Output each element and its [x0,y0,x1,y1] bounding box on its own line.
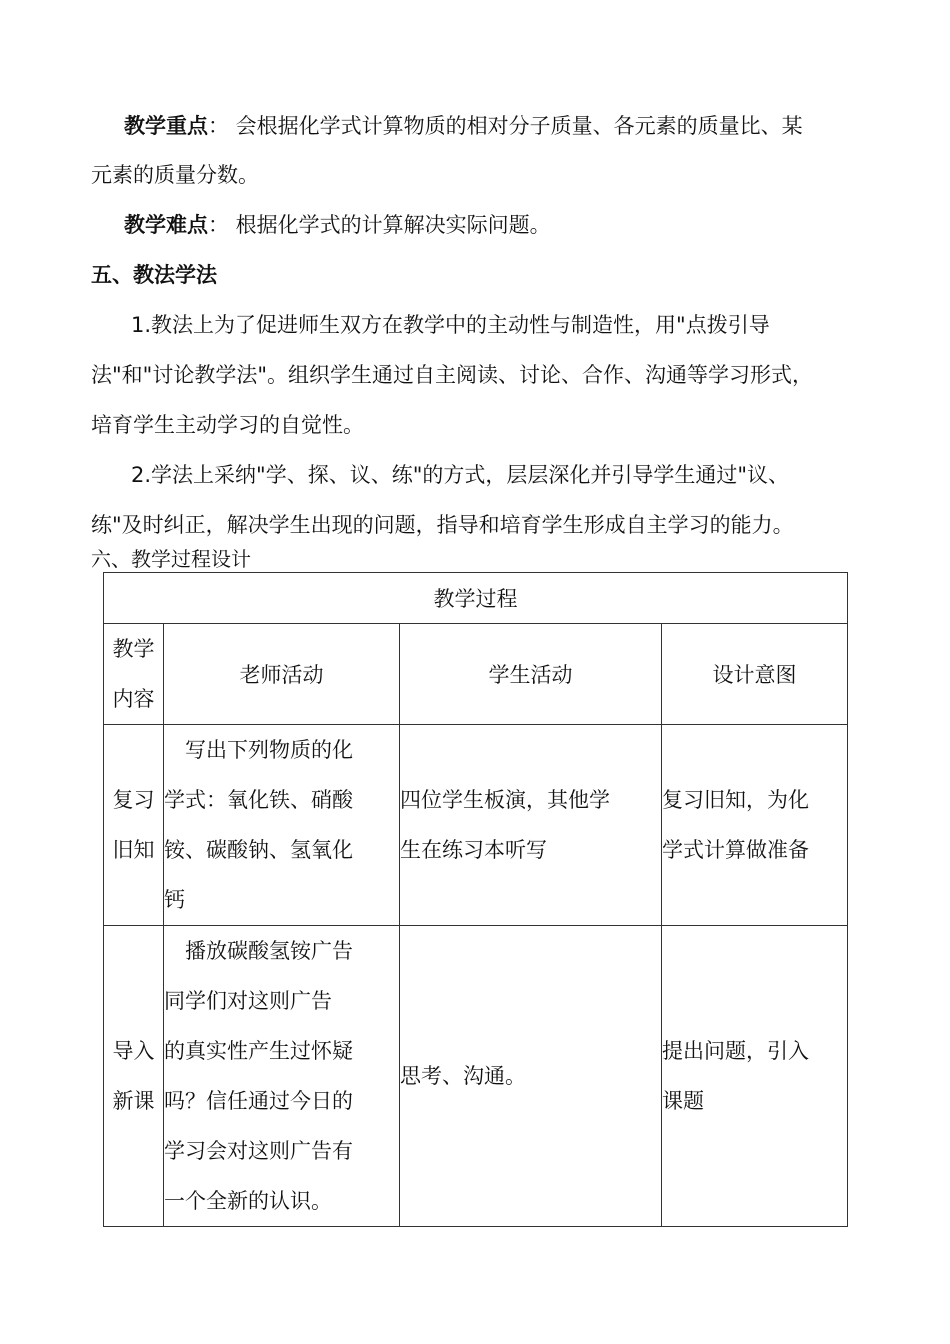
teacher-line: 播放碳酸氢铵广告 [164,939,353,963]
section-5-p2-line-2: 练"及时纠正，解决学生出现的问题，指导和培育学生形成自主学习的能力。 [91,513,794,537]
header-student: 学生活动 [400,624,662,725]
section-5-p1-line-1: 1.教法上为了促进师生双方在教学中的主动性与制造性，用"点拨引导 [131,313,770,337]
row-student [400,725,662,926]
student-line: 生在练习本听写 [400,838,547,862]
section-5-p1-line-2: 法"和"讨论教学法"。组织学生通过自主阅读、讨论、合作、沟通等学习形式， [91,363,813,387]
table-header-row [104,624,848,725]
key-point-text: ： 会根据化学式计算物质的相对分子质量、各元素的质量比、某 [208,114,803,138]
row-content-line: 新课 [112,1089,155,1113]
student-line: 思考、沟通。 [400,1064,526,1088]
teacher-line: 吗？信任通过今日的 [164,1089,353,1113]
teacher-line: 铵、碳酸钠、氢氧化 [164,838,353,862]
difficulty-line [124,212,551,238]
row-content-line: 旧知 [112,838,155,862]
design-line: 复习旧知，为化 [662,788,809,812]
table-title: 教学过程 [104,573,848,624]
key-point-line-1 [124,113,803,139]
row-content [104,926,164,1227]
teacher-line: 钙 [164,888,185,912]
teaching-process-table [103,572,848,1227]
row-student [400,926,662,1227]
student-line: 四位学生板演，其他学 [400,788,610,812]
header-design: 设计意图 [662,624,848,725]
design-line: 提出问题，引入 [662,1039,809,1063]
design-line: 课题 [662,1089,704,1113]
teacher-line: 一个全新的认识。 [164,1189,332,1213]
row-content-line: 复习 [112,788,155,812]
header-content-line: 内容 [112,687,155,711]
table-title-row [104,573,848,624]
teacher-line: 学习会对这则广告有 [164,1139,353,1163]
row-design [662,926,848,1227]
key-point-line-2: 元素的质量分数。 [91,163,259,187]
difficulty-text: ： 根据化学式的计算解决实际问题。 [208,213,551,237]
teacher-line: 的真实性产生过怀疑 [164,1039,353,1063]
header-teacher: 老师活动 [164,624,400,725]
row-teacher [164,725,400,926]
table-row [104,926,848,1227]
section-6-title: 六、教学过程设计 [91,547,251,571]
section-5-p1-line-3: 培育学生主动学习的自觉性。 [91,413,364,437]
row-content-line: 导入 [112,1039,155,1063]
design-line: 学式计算做准备 [662,838,809,862]
header-content [104,624,164,725]
table-row [104,725,848,926]
key-point-label: 教学重点 [124,114,208,138]
difficulty-label: 教学难点 [124,213,208,237]
section-5-title: 五、教法学法 [91,263,217,287]
teacher-line: 学式：氧化铁、硝酸 [164,788,353,812]
row-design [662,725,848,926]
row-content [104,725,164,926]
teacher-line: 同学们对这则广告 [164,989,332,1013]
section-5-p2-line-1: 2.学法上采纳"学、探、议、练"的方式，层层深化并引导学生通过"议、 [131,463,790,487]
header-content-line: 教学 [112,637,155,661]
row-teacher [164,926,400,1227]
teacher-line: 写出下列物质的化 [164,738,353,762]
